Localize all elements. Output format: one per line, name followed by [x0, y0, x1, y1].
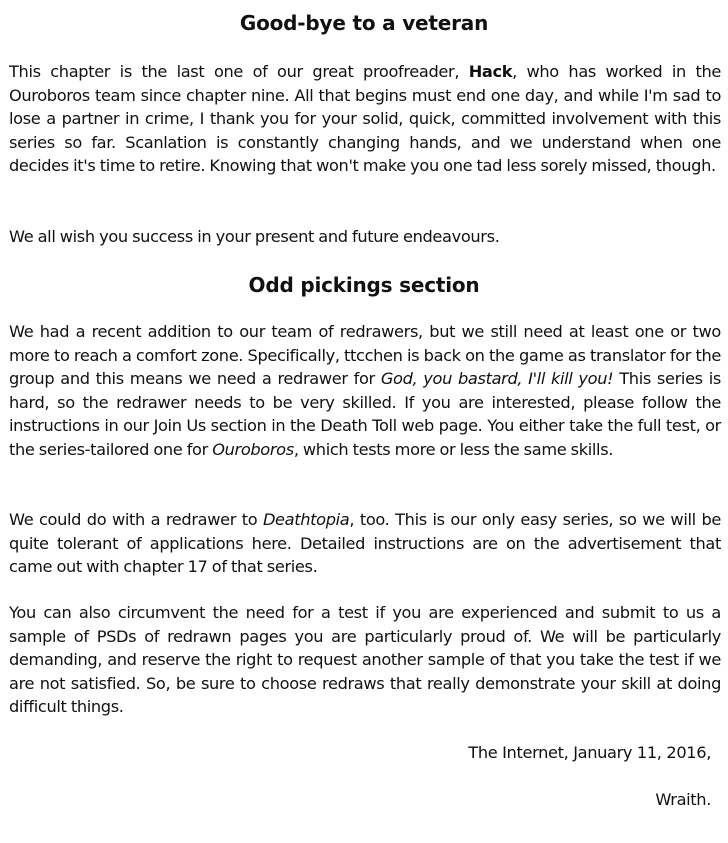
sample-psd-paragraph: You can also circumvent the need for a test if you are experienced and submit to us a sample of PSDs of redrawn pages you are particularly proud of. We will be particularly demanding, and reserve the right to request another sample of that you take the test if we are not satisfied. So, be sure to choose redraws that really demonstrate your skill at doing difficult things. — [9, 603, 721, 717]
odd-pickings-heading: Odd pickings section — [248, 273, 480, 297]
series-title-ouroboros: Ouroboros — [212, 439, 294, 459]
farewell-heading: Good-bye to a veteran — [239, 11, 489, 35]
farewell-text-a: This chapter is the last one of our great proofreader, — [9, 62, 469, 81]
farewell-paragraph — [9, 60, 721, 178]
redrawer-text-c: , which tests more or less the same skills. — [293, 439, 614, 459]
redrawer-text-b: This series is hard, so the redrawer needs to be very skilled. If you are interested, please follow the instructions in our Join Us section in the Death Toll web page. You either take the full test, or the series-tailored one for — [9, 369, 721, 459]
farewell-wishes: We all wish you success in your present and future endeavours. — [9, 227, 500, 246]
deathtopia-paragraph — [9, 508, 721, 579]
proofreader-name: Hack — [468, 62, 513, 81]
redrawer-request-paragraph — [9, 320, 721, 462]
redrawer-text-a: We had a recent addition to our team of redrawers, but we still need at least one or two more to reach a comfort zone. Specifically, ttcchen is back on the game as translator for the group and this means we need a redrawer for — [9, 322, 721, 389]
farewell-text-b: , who has worked in the Ouroboros team since chapter nine. All that begins must end one day, and while I'm sad to lose a partner in crime, I thank you for your solid, quick, committed involvement with this series so far. Scanlation is constantly changing hands, and we understand when one decides it's time to retire. Knowing that won't make you one tad less sorely missed, though. — [9, 62, 721, 176]
series-title-god-you-bastard: God, you bastard, I'll kill you! — [380, 369, 614, 389]
signature-place-date: The Internet, January 11, 2016, — [468, 743, 711, 762]
signature-author: Wraith. — [655, 790, 711, 809]
deathtopia-text-b: , too. This is our only easy series, so we will be quite tolerant of applications here. Detailed instructions are on the advertisement that came out with chapter 17 of that series. — [9, 510, 721, 577]
series-title-deathtopia: Deathtopia — [262, 510, 350, 529]
deathtopia-text-a: We could do with a redrawer to — [9, 510, 263, 529]
